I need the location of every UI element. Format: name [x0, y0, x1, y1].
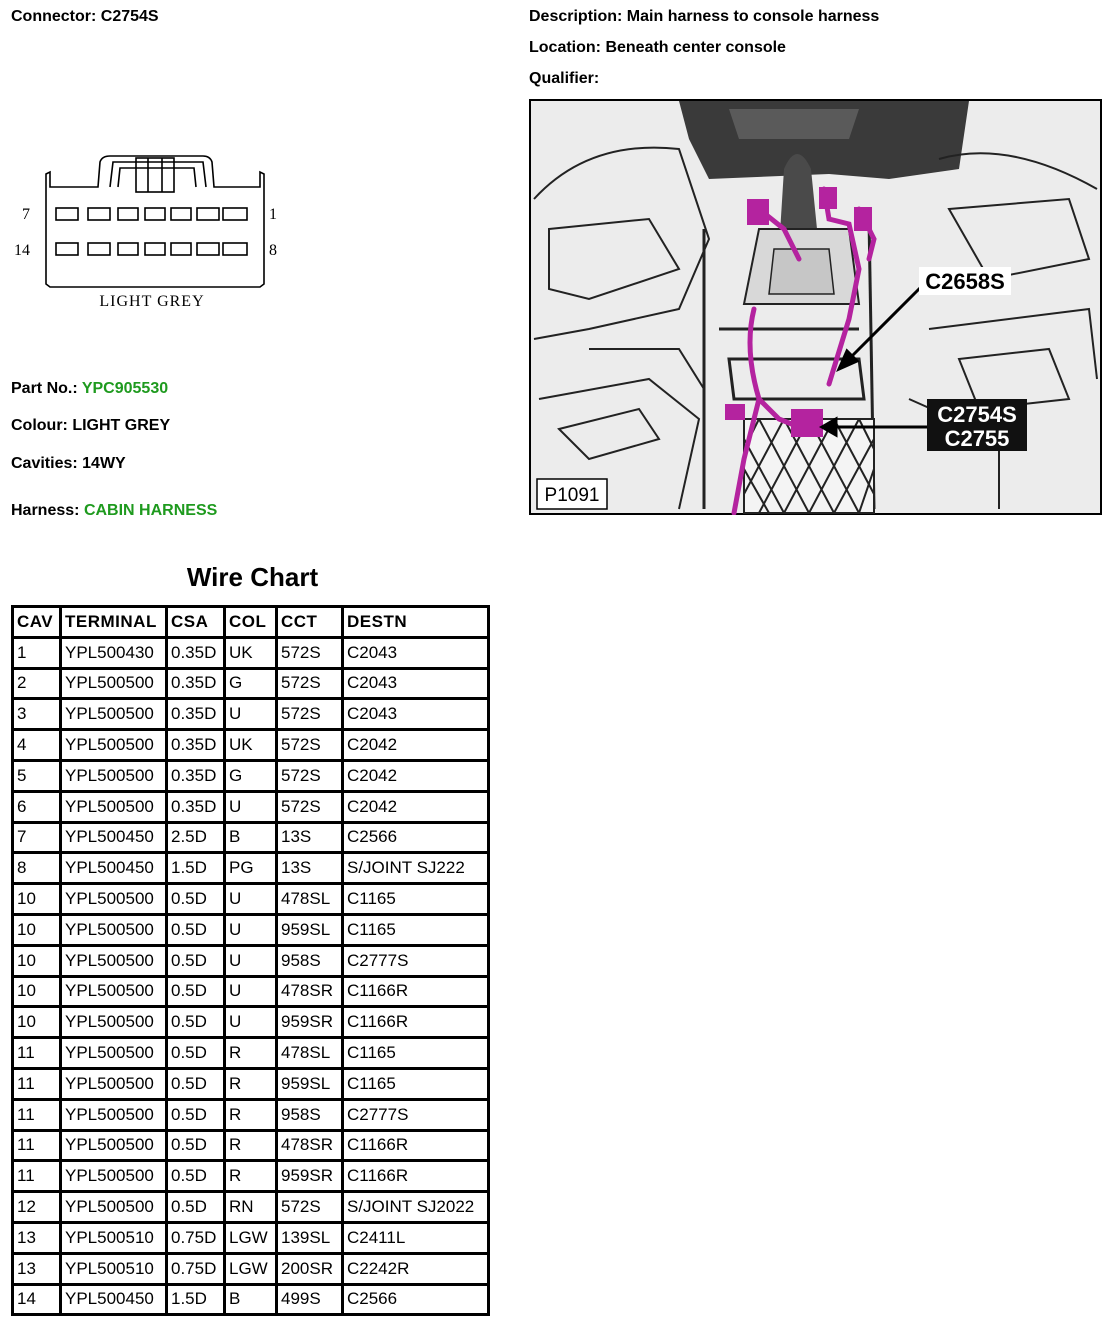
cell-col: LGW	[226, 1224, 278, 1255]
cell-cav: 13	[14, 1224, 62, 1255]
wire-chart-body	[14, 639, 487, 1314]
cell-destn: C1166R	[344, 1162, 487, 1193]
description-line	[529, 8, 879, 26]
cell-col: LGW	[226, 1255, 278, 1286]
cell-terminal: YPL500500	[62, 1132, 168, 1163]
qualifier-line	[529, 70, 599, 88]
header-destn: DESTN	[344, 608, 487, 639]
cell-cav: 6	[14, 793, 62, 824]
cell-terminal: YPL500500	[62, 978, 168, 1009]
cell-cct: 572S	[278, 700, 344, 731]
cell-cct: 139SL	[278, 1224, 344, 1255]
cell-cct: 478SL	[278, 885, 344, 916]
cell-cav: 1	[14, 639, 62, 670]
connector-value: C2754S	[100, 8, 159, 25]
cell-cav: 2	[14, 670, 62, 701]
cell-cct: 572S	[278, 639, 344, 670]
header-csa: CSA	[168, 608, 226, 639]
cell-csa: 0.35D	[168, 670, 226, 701]
cell-cct: 572S	[278, 762, 344, 793]
cell-terminal: YPL500450	[62, 1286, 168, 1314]
cell-cav: 10	[14, 885, 62, 916]
harness-label: Harness:	[11, 502, 80, 519]
cell-destn: S/JOINT SJ222	[344, 854, 487, 885]
qualifier-label: Qualifier:	[529, 70, 600, 87]
cell-terminal: YPL500500	[62, 762, 168, 793]
cell-cct: 572S	[278, 793, 344, 824]
cell-terminal: YPL500500	[62, 793, 168, 824]
cell-destn: C1166R	[344, 978, 487, 1009]
cell-csa: 0.5D	[168, 1193, 226, 1224]
description-label: Description:	[529, 8, 623, 25]
cell-cct: 478SR	[278, 1132, 344, 1163]
cell-terminal: YPL500500	[62, 947, 168, 978]
cell-cav: 10	[14, 947, 62, 978]
cell-terminal: YPL500500	[62, 885, 168, 916]
cell-terminal: YPL500500	[62, 731, 168, 762]
cell-destn: C1166R	[344, 1008, 487, 1039]
cell-col: U	[226, 1008, 278, 1039]
cell-destn: C2242R	[344, 1255, 487, 1286]
cell-csa: 0.5D	[168, 885, 226, 916]
cell-csa: 2.5D	[168, 824, 226, 855]
cell-csa: 0.5D	[168, 1101, 226, 1132]
cell-cct: 959SL	[278, 916, 344, 947]
cell-cav: 11	[14, 1162, 62, 1193]
table-row	[14, 916, 487, 947]
cell-destn: C2042	[344, 793, 487, 824]
cell-destn: S/JOINT SJ2022	[344, 1193, 487, 1224]
cell-terminal: YPL500500	[62, 1008, 168, 1039]
cell-csa: 0.75D	[168, 1224, 226, 1255]
cell-cct: 959SR	[278, 1008, 344, 1039]
cell-cct: 499S	[278, 1286, 344, 1314]
cell-cav: 10	[14, 978, 62, 1009]
cell-terminal: YPL500500	[62, 916, 168, 947]
cell-cct: 958S	[278, 947, 344, 978]
connector-face-diagram	[10, 150, 300, 320]
cell-col: U	[226, 793, 278, 824]
cell-col: G	[226, 762, 278, 793]
colour-label: Colour:	[11, 417, 68, 434]
cell-cct: 13S	[278, 854, 344, 885]
cell-col: G	[226, 670, 278, 701]
cell-col: PG	[226, 854, 278, 885]
cell-cav: 8	[14, 854, 62, 885]
cavities-label: Cavities:	[11, 455, 78, 472]
header-cct: CCT	[278, 608, 344, 639]
cell-cct: 478SR	[278, 978, 344, 1009]
table-row	[14, 824, 487, 855]
connector-location-figure	[529, 99, 1102, 515]
cell-destn: C1165	[344, 885, 487, 916]
cell-terminal: YPL500510	[62, 1255, 168, 1286]
cell-col: R	[226, 1039, 278, 1070]
table-row	[14, 731, 487, 762]
location-label: Location:	[529, 39, 601, 56]
cell-cav: 13	[14, 1255, 62, 1286]
table-row	[14, 1070, 487, 1101]
cavities-line	[11, 455, 126, 473]
cavities-value: 14WY	[82, 455, 126, 472]
cell-cav: 7	[14, 824, 62, 855]
table-row	[14, 639, 487, 670]
cell-col: R	[226, 1132, 278, 1163]
cell-terminal: YPL500500	[62, 670, 168, 701]
cell-csa: 0.5D	[168, 1132, 226, 1163]
cell-cav: 11	[14, 1039, 62, 1070]
callout-c2754s: C2754S	[937, 402, 1017, 427]
cell-destn: C2043	[344, 639, 487, 670]
wire-chart-table	[11, 605, 490, 1316]
cell-col: B	[226, 824, 278, 855]
table-row	[14, 1224, 487, 1255]
header-col: COL	[226, 608, 278, 639]
cell-destn: C2043	[344, 700, 487, 731]
table-row	[14, 762, 487, 793]
callout-c2658s: C2658S	[925, 269, 1005, 294]
cell-terminal: YPL500450	[62, 854, 168, 885]
cell-csa: 0.35D	[168, 700, 226, 731]
cell-cav: 12	[14, 1193, 62, 1224]
cell-cav: 11	[14, 1101, 62, 1132]
cell-destn: C1165	[344, 1070, 487, 1101]
cell-cct: 200SR	[278, 1255, 344, 1286]
table-row	[14, 1039, 487, 1070]
cell-cav: 4	[14, 731, 62, 762]
cell-col: U	[226, 916, 278, 947]
figure-id: P1091	[544, 485, 600, 506]
cell-col: U	[226, 700, 278, 731]
connector-label: Connector:	[11, 8, 97, 25]
cell-csa: 0.35D	[168, 762, 226, 793]
cell-destn: C2043	[344, 670, 487, 701]
cell-terminal: YPL500500	[62, 700, 168, 731]
cell-destn: C2042	[344, 731, 487, 762]
location-line	[529, 39, 786, 57]
cell-col: U	[226, 978, 278, 1009]
cell-cct: 959SL	[278, 1070, 344, 1101]
part-no-label: Part No.:	[11, 380, 78, 397]
cell-terminal: YPL500500	[62, 1039, 168, 1070]
cell-csa: 0.5D	[168, 1039, 226, 1070]
header-cav: CAV	[14, 608, 62, 639]
cell-csa: 0.5D	[168, 916, 226, 947]
table-row	[14, 1101, 487, 1132]
cell-terminal: YPL500450	[62, 824, 168, 855]
cell-destn: C2566	[344, 824, 487, 855]
cell-destn: C2411L	[344, 1224, 487, 1255]
cell-terminal: YPL500500	[62, 1070, 168, 1101]
cell-cav: 10	[14, 1008, 62, 1039]
callout-c2755: C2755	[944, 426, 1010, 451]
cell-cct: 958S	[278, 1101, 344, 1132]
cell-col: R	[226, 1162, 278, 1193]
table-row	[14, 1132, 487, 1163]
cell-destn: C1166R	[344, 1132, 487, 1163]
cell-csa: 0.5D	[168, 1070, 226, 1101]
cell-destn: C2777S	[344, 947, 487, 978]
cell-csa: 0.5D	[168, 1162, 226, 1193]
cell-cct: 13S	[278, 824, 344, 855]
description-value: Main harness to console harness	[626, 8, 880, 25]
table-row	[14, 1008, 487, 1039]
cell-cav: 14	[14, 1286, 62, 1314]
table-row	[14, 1193, 487, 1224]
table-row	[14, 854, 487, 885]
cell-csa: 0.35D	[168, 639, 226, 670]
table-row	[14, 793, 487, 824]
colour-value: LIGHT GREY	[72, 417, 171, 434]
pin-label-bottom-left: 14	[14, 242, 30, 259]
location-value: Beneath center console	[605, 39, 786, 56]
cell-col: U	[226, 947, 278, 978]
cell-terminal: YPL500500	[62, 1162, 168, 1193]
harness-line	[11, 502, 217, 520]
cell-cav: 11	[14, 1070, 62, 1101]
cell-terminal: YPL500500	[62, 1101, 168, 1132]
cell-csa: 1.5D	[168, 854, 226, 885]
cell-col: R	[226, 1070, 278, 1101]
cell-destn: C2777S	[344, 1101, 487, 1132]
cell-col: B	[226, 1286, 278, 1314]
harness-link[interactable]: CABIN HARNESS	[83, 502, 218, 519]
cell-terminal: YPL500510	[62, 1224, 168, 1255]
cell-terminal: YPL500500	[62, 1193, 168, 1224]
cell-cct: 478SL	[278, 1039, 344, 1070]
table-row	[14, 947, 487, 978]
table-row	[14, 978, 487, 1009]
table-row	[14, 1255, 487, 1286]
cell-csa: 0.5D	[168, 947, 226, 978]
diagram-colour-label: LIGHT GREY	[99, 293, 205, 310]
cell-col: UK	[226, 731, 278, 762]
colour-line	[11, 417, 170, 435]
cell-csa: 0.35D	[168, 731, 226, 762]
wire-chart-title: Wire Chart	[186, 562, 319, 592]
header-terminal: TERMINAL	[62, 608, 168, 639]
cell-col: UK	[226, 639, 278, 670]
cell-csa: 1.5D	[168, 1286, 226, 1314]
cell-cav: 10	[14, 916, 62, 947]
cell-csa: 0.5D	[168, 1008, 226, 1039]
table-header-row	[14, 608, 487, 639]
cell-cav: 3	[14, 700, 62, 731]
table-row	[14, 885, 487, 916]
cell-terminal: YPL500430	[62, 639, 168, 670]
cell-cav: 11	[14, 1132, 62, 1163]
part-no-link[interactable]: YPC905530	[81, 380, 169, 397]
cell-cct: 959SR	[278, 1162, 344, 1193]
cell-csa: 0.5D	[168, 978, 226, 1009]
cell-destn: C2042	[344, 762, 487, 793]
table-row	[14, 1286, 487, 1314]
pin-label-top-right: 1	[269, 206, 277, 223]
cell-csa: 0.35D	[168, 793, 226, 824]
table-row	[14, 1162, 487, 1193]
cell-col: R	[226, 1101, 278, 1132]
cell-cct: 572S	[278, 731, 344, 762]
cell-cct: 572S	[278, 670, 344, 701]
cell-destn: C1165	[344, 1039, 487, 1070]
table-row	[14, 700, 487, 731]
cell-cct: 572S	[278, 1193, 344, 1224]
table-row	[14, 670, 487, 701]
cell-destn: C2566	[347, 1289, 398, 1309]
cell-col: RN	[226, 1193, 278, 1224]
cell-csa: 0.75D	[168, 1255, 226, 1286]
cell-cav: 5	[14, 762, 62, 793]
pin-label-top-left: 7	[22, 206, 30, 223]
pin-label-bottom-right: 8	[269, 242, 277, 259]
part-no-line	[11, 380, 168, 398]
cell-col: U	[226, 885, 278, 916]
cell-destn: C1165	[344, 916, 487, 947]
connector-line	[11, 8, 159, 26]
